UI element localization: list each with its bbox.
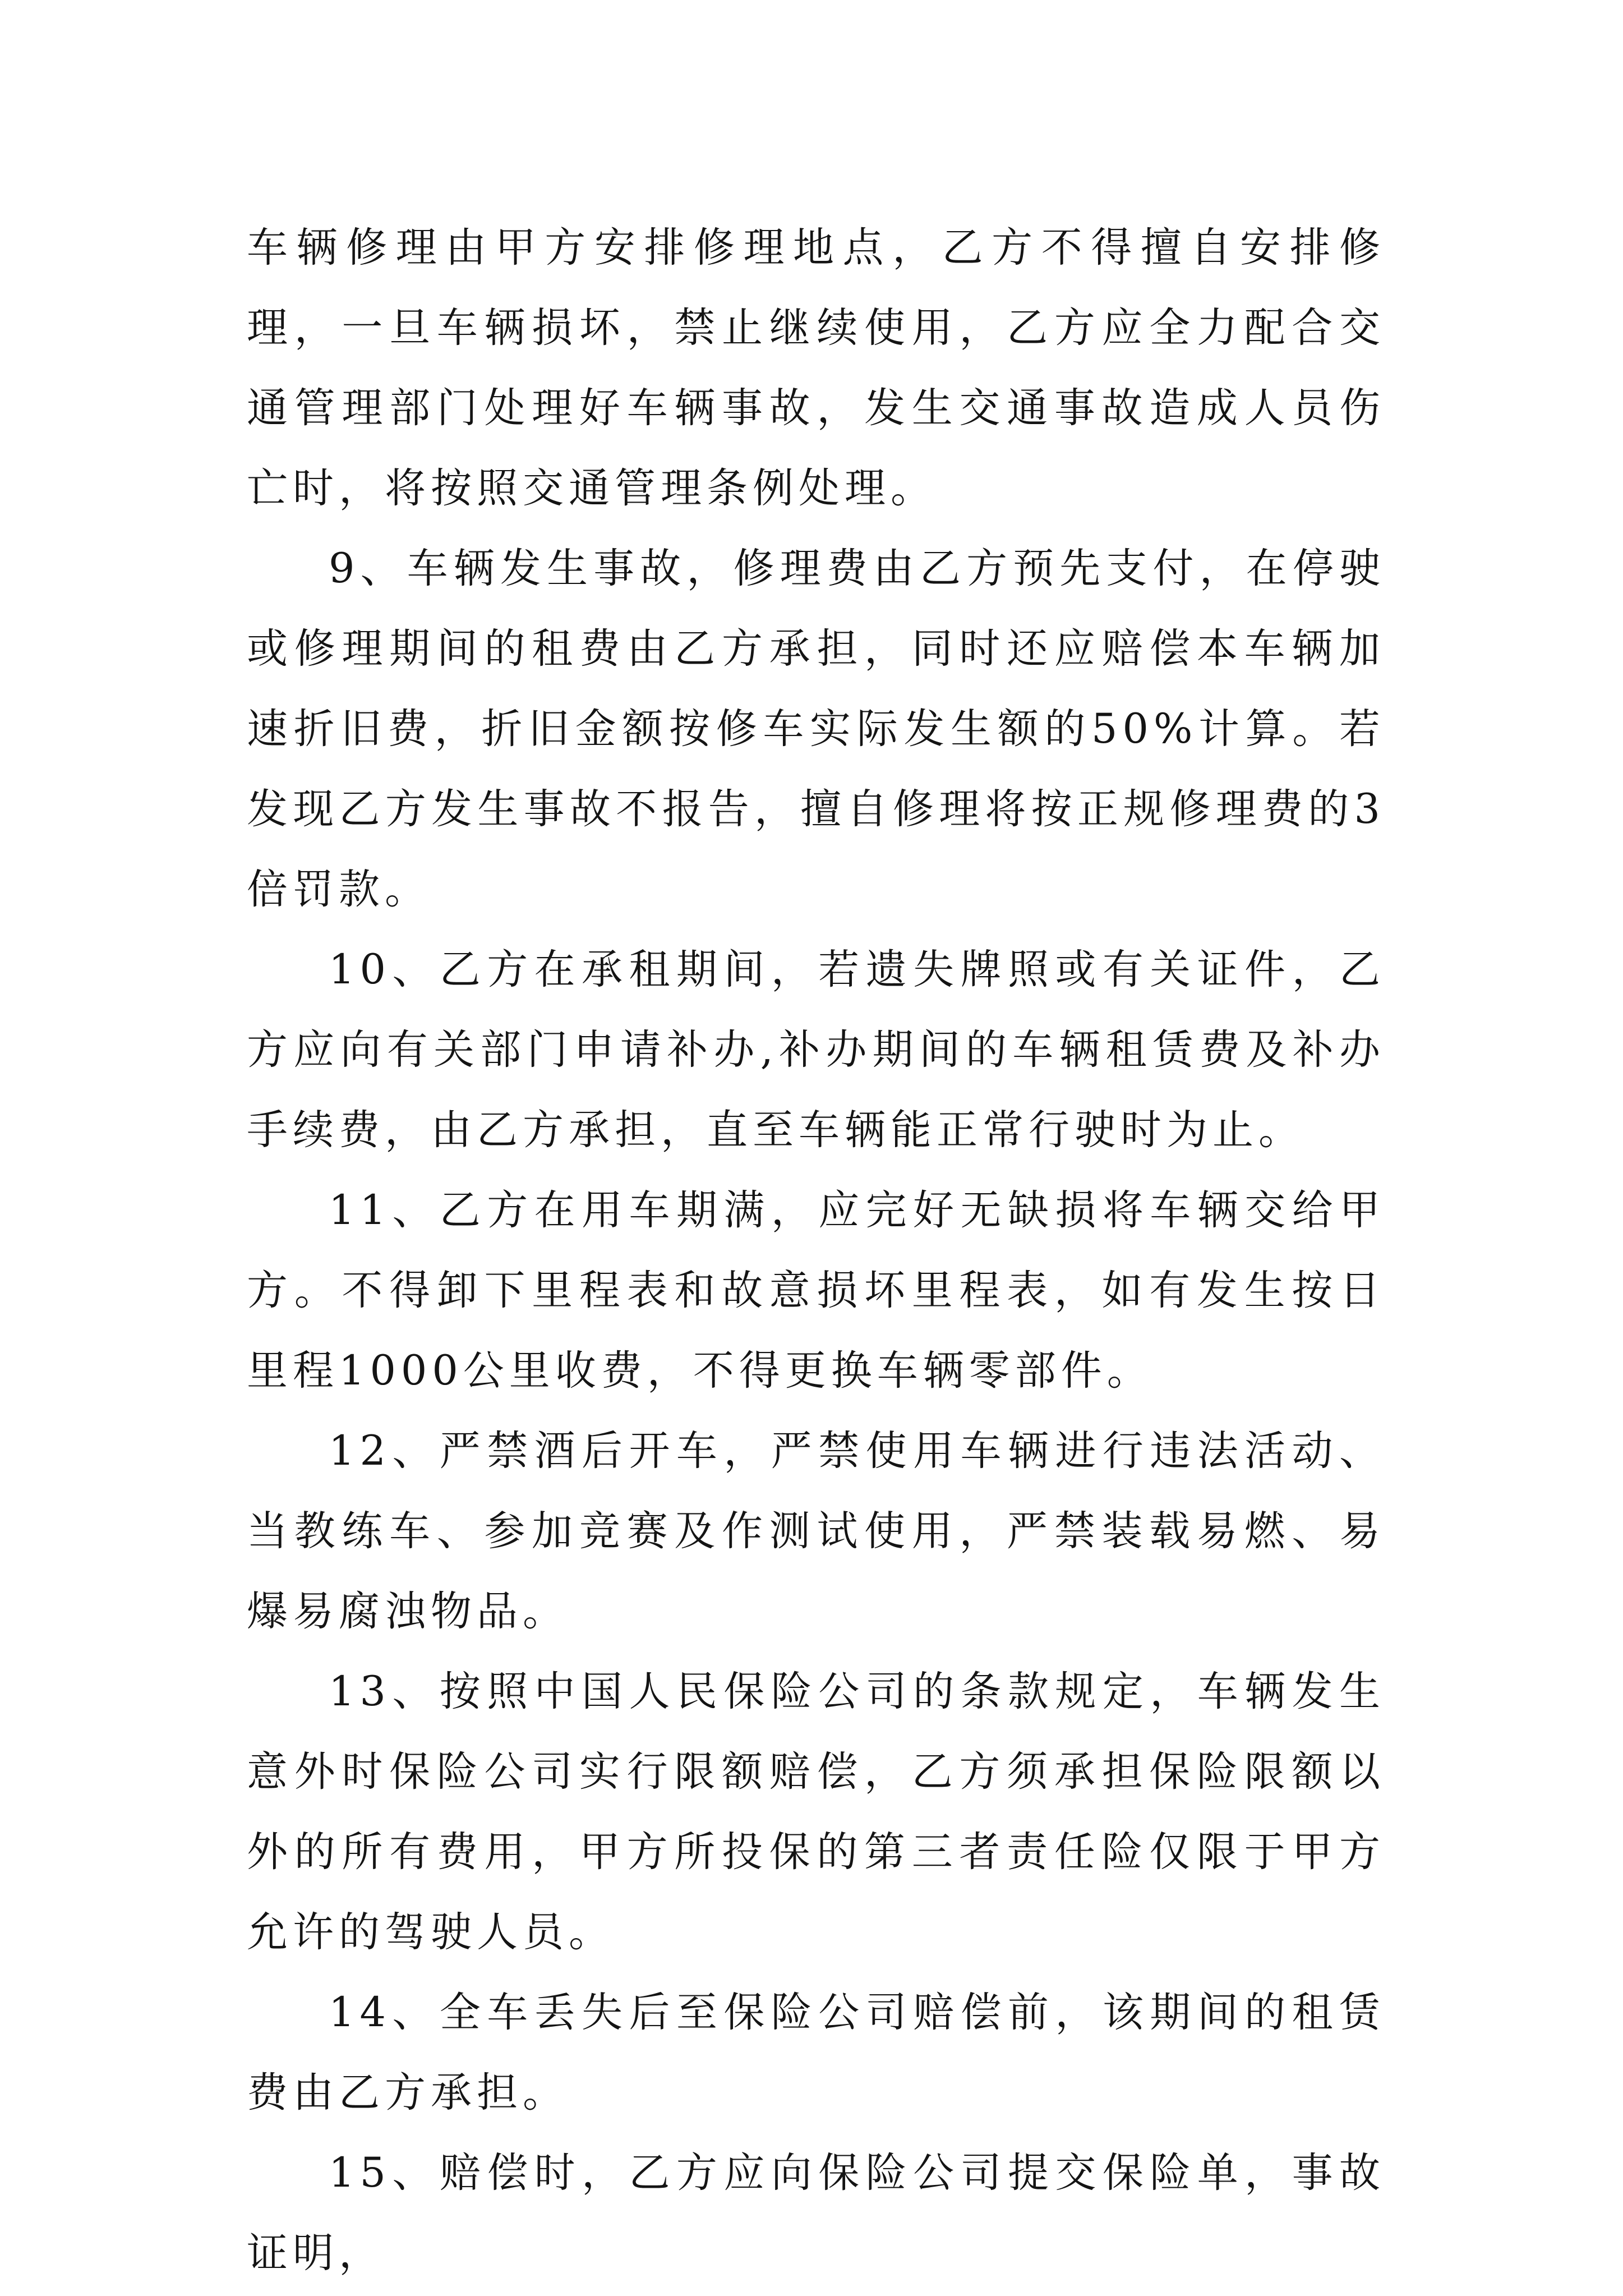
document-body	[247, 208, 1385, 2293]
paragraph-clause-11: 11、乙方在用车期满，应完好无缺损将车辆交给甲方。不得卸下里程表和故意损坏里程表，如有发生按日里程1000公里收费，不得更换车辆零部件。	[247, 1186, 1385, 1395]
paragraph-clause-9: 9、车辆发生事故，修理费由乙方预先支付，在停驶或修理期间的租费由乙方承担，同时还应赔偿本车辆加速折旧费，折旧金额按修车实际发生额的50%计算。若发现乙方发生事故不报告，擅自修理将按正规修理费的3倍罚款。	[247, 545, 1385, 913]
paragraph-clause-10: 10、乙方在承租期间，若遗失牌照或有关证件，乙方应向有关部门申请补办,补办期间的车辆租赁费及补办手续费，由乙方承担，直至车辆能正常行驶时为止。	[247, 946, 1385, 1154]
paragraph-clause-15: 15、赔偿时，乙方应向保险公司提交保险单，事故证明，	[247, 2149, 1385, 2277]
paragraph-clause-13: 13、按照中国人民保险公司的条款规定，车辆发生意外时保险公司实行限额赔偿，乙方须承担保险限额以外的所有费用，甲方所投保的第三者责任险仅限于甲方允许的驾驶人员。	[247, 1668, 1385, 1956]
paragraph-clause-12: 12、严禁酒后开车，严禁使用车辆进行违法活动、当教练车、参加竞赛及作测试使用，严禁装载易燃、易爆易腐浊物品。	[247, 1427, 1385, 1635]
paragraph-clause-14: 14、全车丢失后至保险公司赔偿前，该期间的租赁费由乙方承担。	[247, 1989, 1385, 2116]
paragraph-continued: 车辆修理由甲方安排修理地点，乙方不得擅自安排修理，一旦车辆损坏，禁止继续使用，乙方应全力配合交通管理部门处理好车辆事故，发生交通事故造成人员伤亡时，将按照交通管理条例处理。	[247, 224, 1385, 512]
